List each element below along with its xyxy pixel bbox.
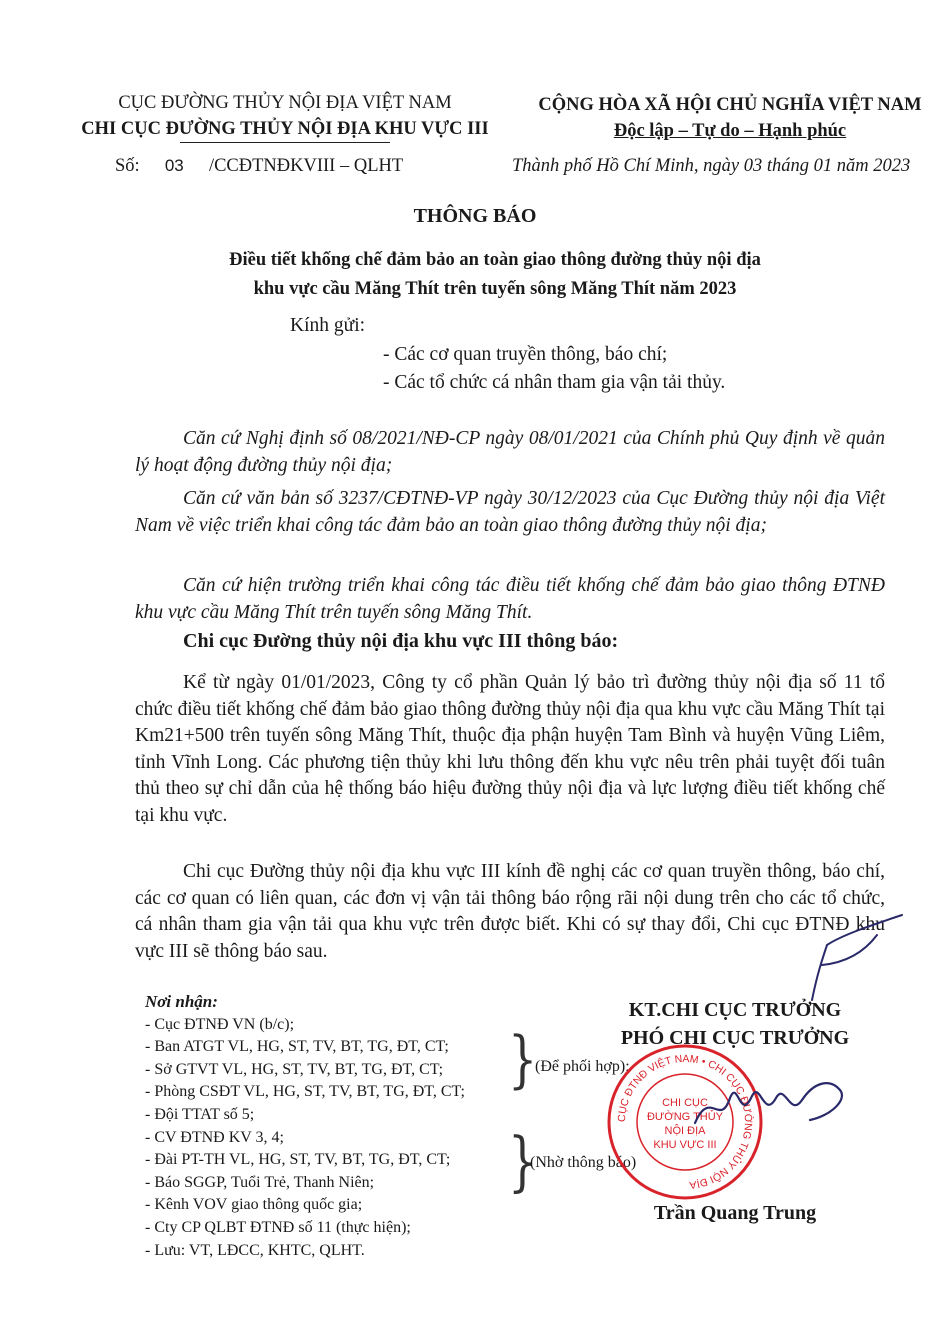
org-name: CHI CỤC ĐƯỜNG THỦY NỘI ĐỊA KHU VỰC III bbox=[81, 119, 489, 139]
distribution-block bbox=[145, 991, 465, 1262]
legal-basis-1: Căn cứ Nghị định số 08/2021/NĐ-CP ngày 08/01/2021 của Chính phủ Quy định về quản lý hoạt động đường thủy nội địa; bbox=[135, 428, 885, 476]
recipient-item: - Các cơ quan truyền thông, báo chí; bbox=[383, 344, 668, 365]
legal-basis-2: Căn cứ văn bản số 3237/CĐTNĐ-VP ngày 30/12/2023 của Cục Đường thủy nội địa Việt Nam về việc triển khai công tác đảm bảo an toàn giao thông đường thủy nội địa; bbox=[135, 488, 885, 536]
distribution-item: - CV ĐTNĐ KV 3, 4; bbox=[145, 1128, 284, 1146]
brace-group-2: } bbox=[508, 1123, 538, 1199]
ref-prefix: Số: bbox=[115, 156, 140, 176]
distribution-item: - Đội TTAT số 5; bbox=[145, 1105, 255, 1123]
recipients-list bbox=[383, 341, 725, 397]
ref-number: 03 bbox=[164, 156, 184, 175]
ref-code: /CCĐTNĐKVIII – QLHT bbox=[208, 156, 404, 176]
seal-line-1: CHI CỤC bbox=[662, 1097, 708, 1109]
distribution-item: - Kênh VOV giao thông quốc gia; bbox=[145, 1196, 363, 1214]
distribution-item: - Sở GTVT VL, HG, ST, TV, BT, TG, ĐT, CT; bbox=[145, 1060, 444, 1078]
distribution-item: - Lưu: VT, LĐCC, KHTC, QLHT. bbox=[145, 1241, 365, 1259]
distribution-item: - Phòng CSĐT VL, HG, ST, TV, BT, TG, ĐT, CT; bbox=[145, 1083, 465, 1101]
legal-basis-3: Căn cứ hiện trường triển khai công tác điều tiết khống chế đảm bảo giao thông ĐTNĐ khu vực cầu Măng Thít trên tuyến sông Măng Thít. bbox=[135, 575, 885, 623]
signer-name: Trần Quang Trung bbox=[653, 1202, 817, 1224]
seal-line-2: ĐƯỜNG THỦY bbox=[646, 1111, 724, 1123]
seal-ring-textpath: CỤC ĐTNĐ VIỆT NAM • CHI CỤC ĐƯỜNG THỦY NỘI ĐỊA bbox=[615, 1052, 755, 1191]
body-paragraph-1: Kể từ ngày 01/01/2023, Công ty cổ phần Quản lý bảo trì đường thủy nội địa số 11 tổ chức điều tiết khống chế đảm bảo giao thông đường thủy nội địa qua khu vực cầu Măng Thít tại Km21+500 trên tuyến sông Măng Thít, thuộc địa phận huyện Tam Bình và huyện Vũng Liêm, tỉnh Vĩnh Long. Các phương tiện thủy khi lưu thông đến khu vực nêu trên phải tuyệt đối tuân thủ theo sự chỉ dẫn của hệ thống báo hiệu đường thủy nội địa và lực lượng điều tiết khống chế tại khu vực. bbox=[135, 672, 885, 826]
handwritten-signature bbox=[690, 1068, 860, 1138]
group2-note: (Nhờ thông báo) bbox=[530, 1154, 637, 1171]
motto: Độc lập – Tự do – Hạnh phúc bbox=[613, 121, 847, 141]
group1-note: (Để phối hợp); bbox=[535, 1058, 630, 1075]
document-number bbox=[115, 156, 403, 177]
announce-heading: Chi cục Đường thủy nội địa khu vực III thông báo: bbox=[183, 630, 619, 652]
signer-role-2: PHÓ CHI CỤC TRƯỞNG bbox=[620, 1027, 850, 1049]
place-date: Thành phố Hồ Chí Minh, ngày 03 tháng 01 năm 2023 bbox=[512, 156, 911, 176]
subtitle-line-2: khu vực cầu Măng Thít trên tuyến sông Măng Thít năm 2023 bbox=[253, 279, 737, 299]
subtitle-line-1: Điều tiết khống chế đảm bảo an toàn giao thông đường thủy nội địa bbox=[229, 250, 761, 270]
document-title: THÔNG BÁO bbox=[413, 205, 537, 227]
document-subtitle bbox=[80, 246, 910, 304]
signer-role-1: KT.CHI CỤC TRƯỞNG bbox=[628, 999, 842, 1021]
recipient-item: - Các tổ chức cá nhân tham gia vận tải thủy. bbox=[383, 372, 726, 393]
parent-org: CỤC ĐƯỜNG THỦY NỘI ĐỊA VIỆT NAM bbox=[118, 93, 452, 113]
issuing-authority-block bbox=[70, 90, 500, 143]
distribution-item: - Báo SGGP, Tuổi Trẻ, Thanh Niên; bbox=[145, 1173, 375, 1191]
distribution-label: Nơi nhận: bbox=[145, 992, 218, 1011]
country-name: CỘNG HÒA XÃ HỘI CHỦ NGHĨA VIỆT NAM bbox=[538, 95, 922, 115]
national-title-block bbox=[510, 92, 950, 144]
distribution-item: - Cty CP QLBT ĐTNĐ số 11 (thực hiện); bbox=[145, 1218, 411, 1236]
org-underline bbox=[180, 142, 390, 143]
recipients-label: Kính gửi: bbox=[290, 315, 366, 336]
distribution-item: - Cục ĐTNĐ VN (b/c); bbox=[145, 1015, 295, 1033]
seal-line-4: KHU VỰC III bbox=[653, 1139, 717, 1151]
brace-group-1: } bbox=[508, 1022, 538, 1096]
seal-line-3: NỘI ĐỊA bbox=[664, 1125, 706, 1137]
distribution-item: - Đài PT-TH VL, HG, ST, TV, BT, TG, ĐT, CT; bbox=[145, 1151, 451, 1169]
initial-mark bbox=[782, 905, 912, 1005]
distribution-item: - Ban ATGT VL, HG, ST, TV, BT, TG, ĐT, CT; bbox=[145, 1038, 449, 1056]
body-paragraph-2: Chi cục Đường thủy nội địa khu vực III kính đề nghị các cơ quan truyền thông, báo chí, các cơ quan có liên quan, các đơn vị vận tải thông báo rộng rãi nội dung trên cho các tổ chức, cá nhân tham gia vận tải qua khu vực trên được biết. Khi có sự thay đổi, Chi cục ĐTNĐ khu vực III sẽ thông báo sau. bbox=[135, 861, 885, 962]
